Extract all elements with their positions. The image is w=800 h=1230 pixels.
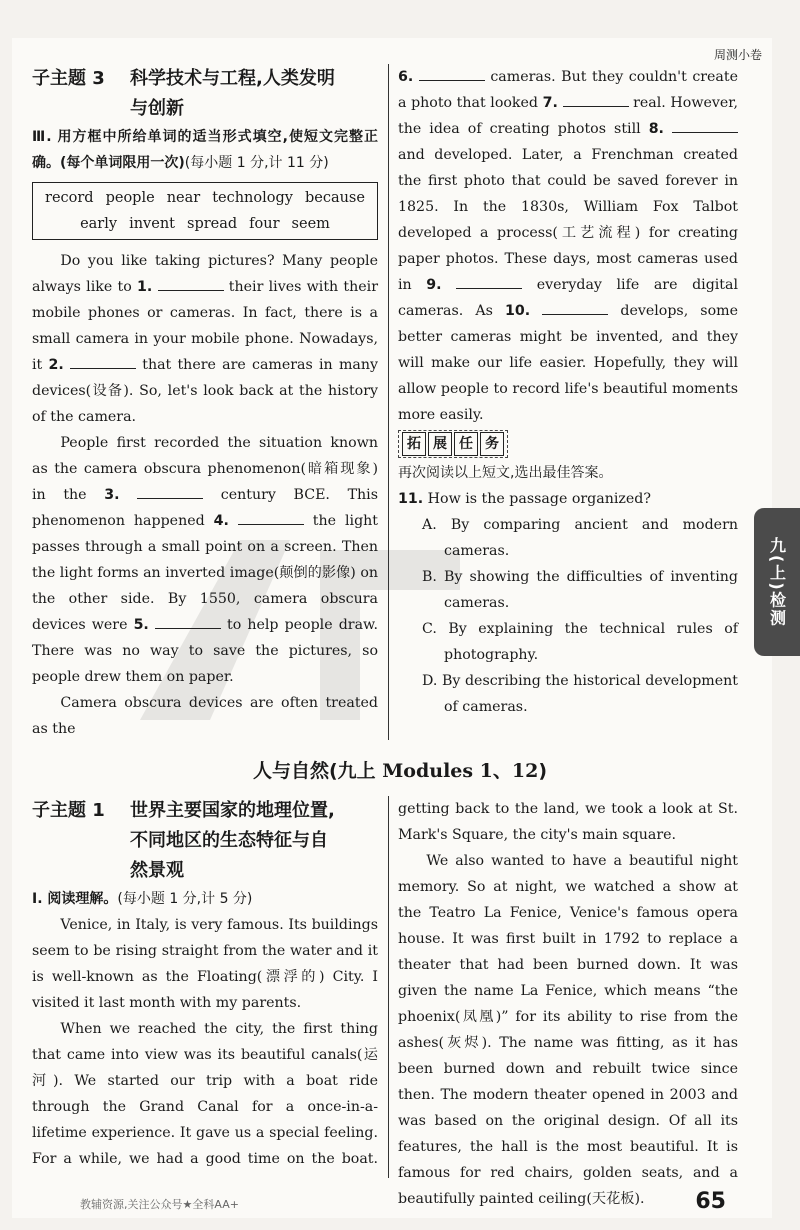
section-title-cn: 人与自然(九上: [252, 760, 383, 782]
blank-10[interactable]: [542, 298, 608, 315]
text-run: that there are cameras in many devices(设备). So, let's look back at the history of the camera.: [32, 357, 379, 425]
blank-number-8: 8.: [648, 121, 664, 137]
word-item: invent: [129, 216, 175, 232]
venice-paragraph-2: When we reached the city, the first thing that came into view was its beautiful canals(运河). We started our trip with a boat ride through the Grand Canal for a once-in-a-lifetime experience. It gave us a special feeling. For a while, we had a good time on the boat.: [32, 1021, 378, 1167]
text-run: cameras. But they couldn't create a photo that looked: [398, 69, 738, 111]
word-item: spread: [187, 216, 238, 232]
option-c[interactable]: C. By explaining the technical rules of photography.: [422, 621, 738, 663]
topic1-instruction-bold: Ⅰ. 阅读理解。: [32, 891, 118, 907]
blank-3[interactable]: [137, 482, 203, 499]
blank-5[interactable]: [155, 612, 221, 629]
blank-2[interactable]: [70, 352, 136, 369]
word-item: people: [105, 190, 155, 206]
blank-6[interactable]: [419, 64, 485, 81]
text-run: their lives with their mobile phones or cameras. In fact, there is a small camera in your mobile phone. Nowadays, it: [32, 279, 378, 373]
passage-paragraph-1: [32, 248, 378, 430]
blank-number-9: 9.: [426, 277, 442, 293]
question-11: [398, 486, 738, 512]
text-run: to help people draw. There was no way to save the pictures, so people drew them on paper.: [32, 617, 378, 685]
venice-paragraph-3: We also wanted to have a beautiful night memory. So at night, we watched a show at the Teatro La Fenice, Venice's famous opera house. It was first built in 1792 to replace a theater that had been burned down. It was given the name La Fenice, which means “the phoenix(凤凰)” for its ability to rise from the ashes(灰烬). The name was fitting, as it has been burned down and rebuilt twice since then. The modern theater opened in 2003 and was based on the original design. Of all its features, the hall is the most beautiful. It is famous for red chairs, golden seats, and a beautifully painted ceiling(天花板).: [398, 853, 738, 1207]
passage-paragraph-3-cont: [398, 64, 738, 428]
topic1-title-line3: 然景观: [130, 860, 184, 881]
blank-number-7: 7.: [542, 95, 558, 111]
word-box-row2: [39, 211, 371, 237]
word-item: near: [166, 190, 201, 206]
text-run: century BCE. This phenomenon happened: [32, 487, 378, 529]
option-b[interactable]: B. By showing the difficulties of inventing cameras.: [422, 569, 738, 611]
passage-paragraph-2: [32, 430, 378, 690]
blank-4[interactable]: [238, 508, 304, 525]
topic1-instruction-tail: (每小题 1 分,计 5 分): [117, 891, 253, 907]
word-box-row1: [39, 185, 371, 211]
task-char: 展: [428, 432, 452, 456]
top-left-column: [32, 64, 378, 742]
task-instruction: 再次阅读以上短文,选出最佳答案。: [398, 465, 613, 481]
header-tag: 周测小卷: [713, 48, 762, 62]
column-divider-bottom: [388, 796, 389, 1178]
text-run: Camera obscura devices are often treated as the: [32, 695, 378, 737]
extended-task-label: [398, 430, 508, 458]
topic3-instruction: [32, 124, 378, 176]
word-item: technology: [212, 190, 293, 206]
section-title-en: Modules 1、12: [382, 760, 539, 782]
word-item: early: [80, 216, 118, 232]
topic3-title-line2: 与创新: [130, 98, 184, 119]
task-char: 拓: [402, 432, 426, 456]
option-a[interactable]: A. By comparing ancient and modern cameras.: [422, 517, 738, 559]
text-run: everyday life are digital cameras. As: [398, 277, 739, 319]
task-char: 务: [480, 432, 504, 456]
bottom-left-column: [32, 796, 378, 1172]
bottom-right-column: [398, 796, 738, 1212]
text-run: real. However, the idea of creating photos still: [398, 95, 739, 137]
text-run: Do you like taking pictures? Many people always like to: [32, 253, 378, 295]
topic1-number: 子主题 1: [32, 800, 105, 821]
passage-paragraph-3-start: [32, 690, 378, 742]
topic3-number: 子主题 3: [32, 68, 105, 89]
blank-number-3: 3.: [104, 487, 120, 503]
text-run: and developed. Later, a Frenchman created the first photo that could be saved forever in 1825. In the 1830s, William Fox Talbot developed a process(工艺流程) for creating paper photos. These days, most cameras used in: [398, 147, 738, 293]
footer-note: 教辅资源,关注公众号★全科AA+: [80, 1198, 239, 1211]
question-11-text: How is the passage organized?: [427, 491, 651, 507]
word-item: four: [249, 216, 280, 232]
venice-paragraph-2-cont: getting back to the land, we took a look at St. Mark's Square, the city's main square.: [398, 801, 738, 843]
option-d[interactable]: D. By describing the historical development of cameras.: [422, 673, 738, 715]
blank-9[interactable]: [456, 272, 522, 289]
blank-number-1: 1.: [137, 279, 153, 295]
side-tab[interactable]: 九(上)检测: [754, 508, 800, 656]
topic3-heading: [32, 64, 378, 124]
blank-1[interactable]: [158, 274, 224, 291]
topic1-instruction: [32, 886, 378, 912]
blank-number-10: 10.: [505, 303, 531, 319]
topic3-instruction-tail: (每小题 1 分,计 11 分): [184, 155, 329, 171]
top-right-column: [398, 64, 738, 720]
section-title-close: ): [538, 760, 548, 782]
blank-number-2: 2.: [48, 357, 64, 373]
blank-number-4: 4.: [213, 513, 229, 529]
blank-number-5: 5.: [133, 617, 149, 633]
word-item: seem: [291, 216, 330, 232]
question-11-number: 11.: [398, 491, 424, 507]
venice-paragraph-1: Venice, in Italy, is very famous. Its buildings seem to be rising straight from the water and it is well-known as the Floating(漂浮的) City. I visited it last month with my parents.: [32, 917, 378, 1011]
topic1-title-line2: 不同地区的生态特征与自: [130, 830, 328, 851]
text-run: the light passes through a small point on a screen. Then the light forms an inverted image(颠倒的影像) on the other side. By 1550, camera obscura devices were: [32, 513, 378, 633]
blank-number-6: 6.: [398, 69, 414, 85]
text-run: develops, some better cameras might be invented, and they will make our life easier. Hopefully, they will allow people to record life's beautiful moments more easily.: [398, 303, 738, 423]
page-number: 65: [695, 1189, 726, 1214]
topic3-title-line1: 科学技术与工程,人类发明: [130, 68, 335, 89]
blank-8[interactable]: [672, 116, 738, 133]
word-item: record: [45, 190, 94, 206]
word-item: because: [304, 190, 365, 206]
topic1-title-line1: 世界主要国家的地理位置,: [130, 800, 335, 821]
word-box: [32, 182, 378, 240]
topic3-instruction-bold: Ⅲ. 用方框中所给单词的适当形式填空,使短文完整正确。(每个单词限用一次): [32, 129, 378, 171]
blank-7[interactable]: [563, 90, 629, 107]
text-run: People first recorded the situation known as the camera obscura phenomenon(暗箱现象) in the: [32, 435, 378, 503]
column-divider-top: [388, 64, 389, 740]
topic1-heading: [32, 796, 378, 886]
task-char: 任: [454, 432, 478, 456]
section-title: [0, 756, 800, 783]
